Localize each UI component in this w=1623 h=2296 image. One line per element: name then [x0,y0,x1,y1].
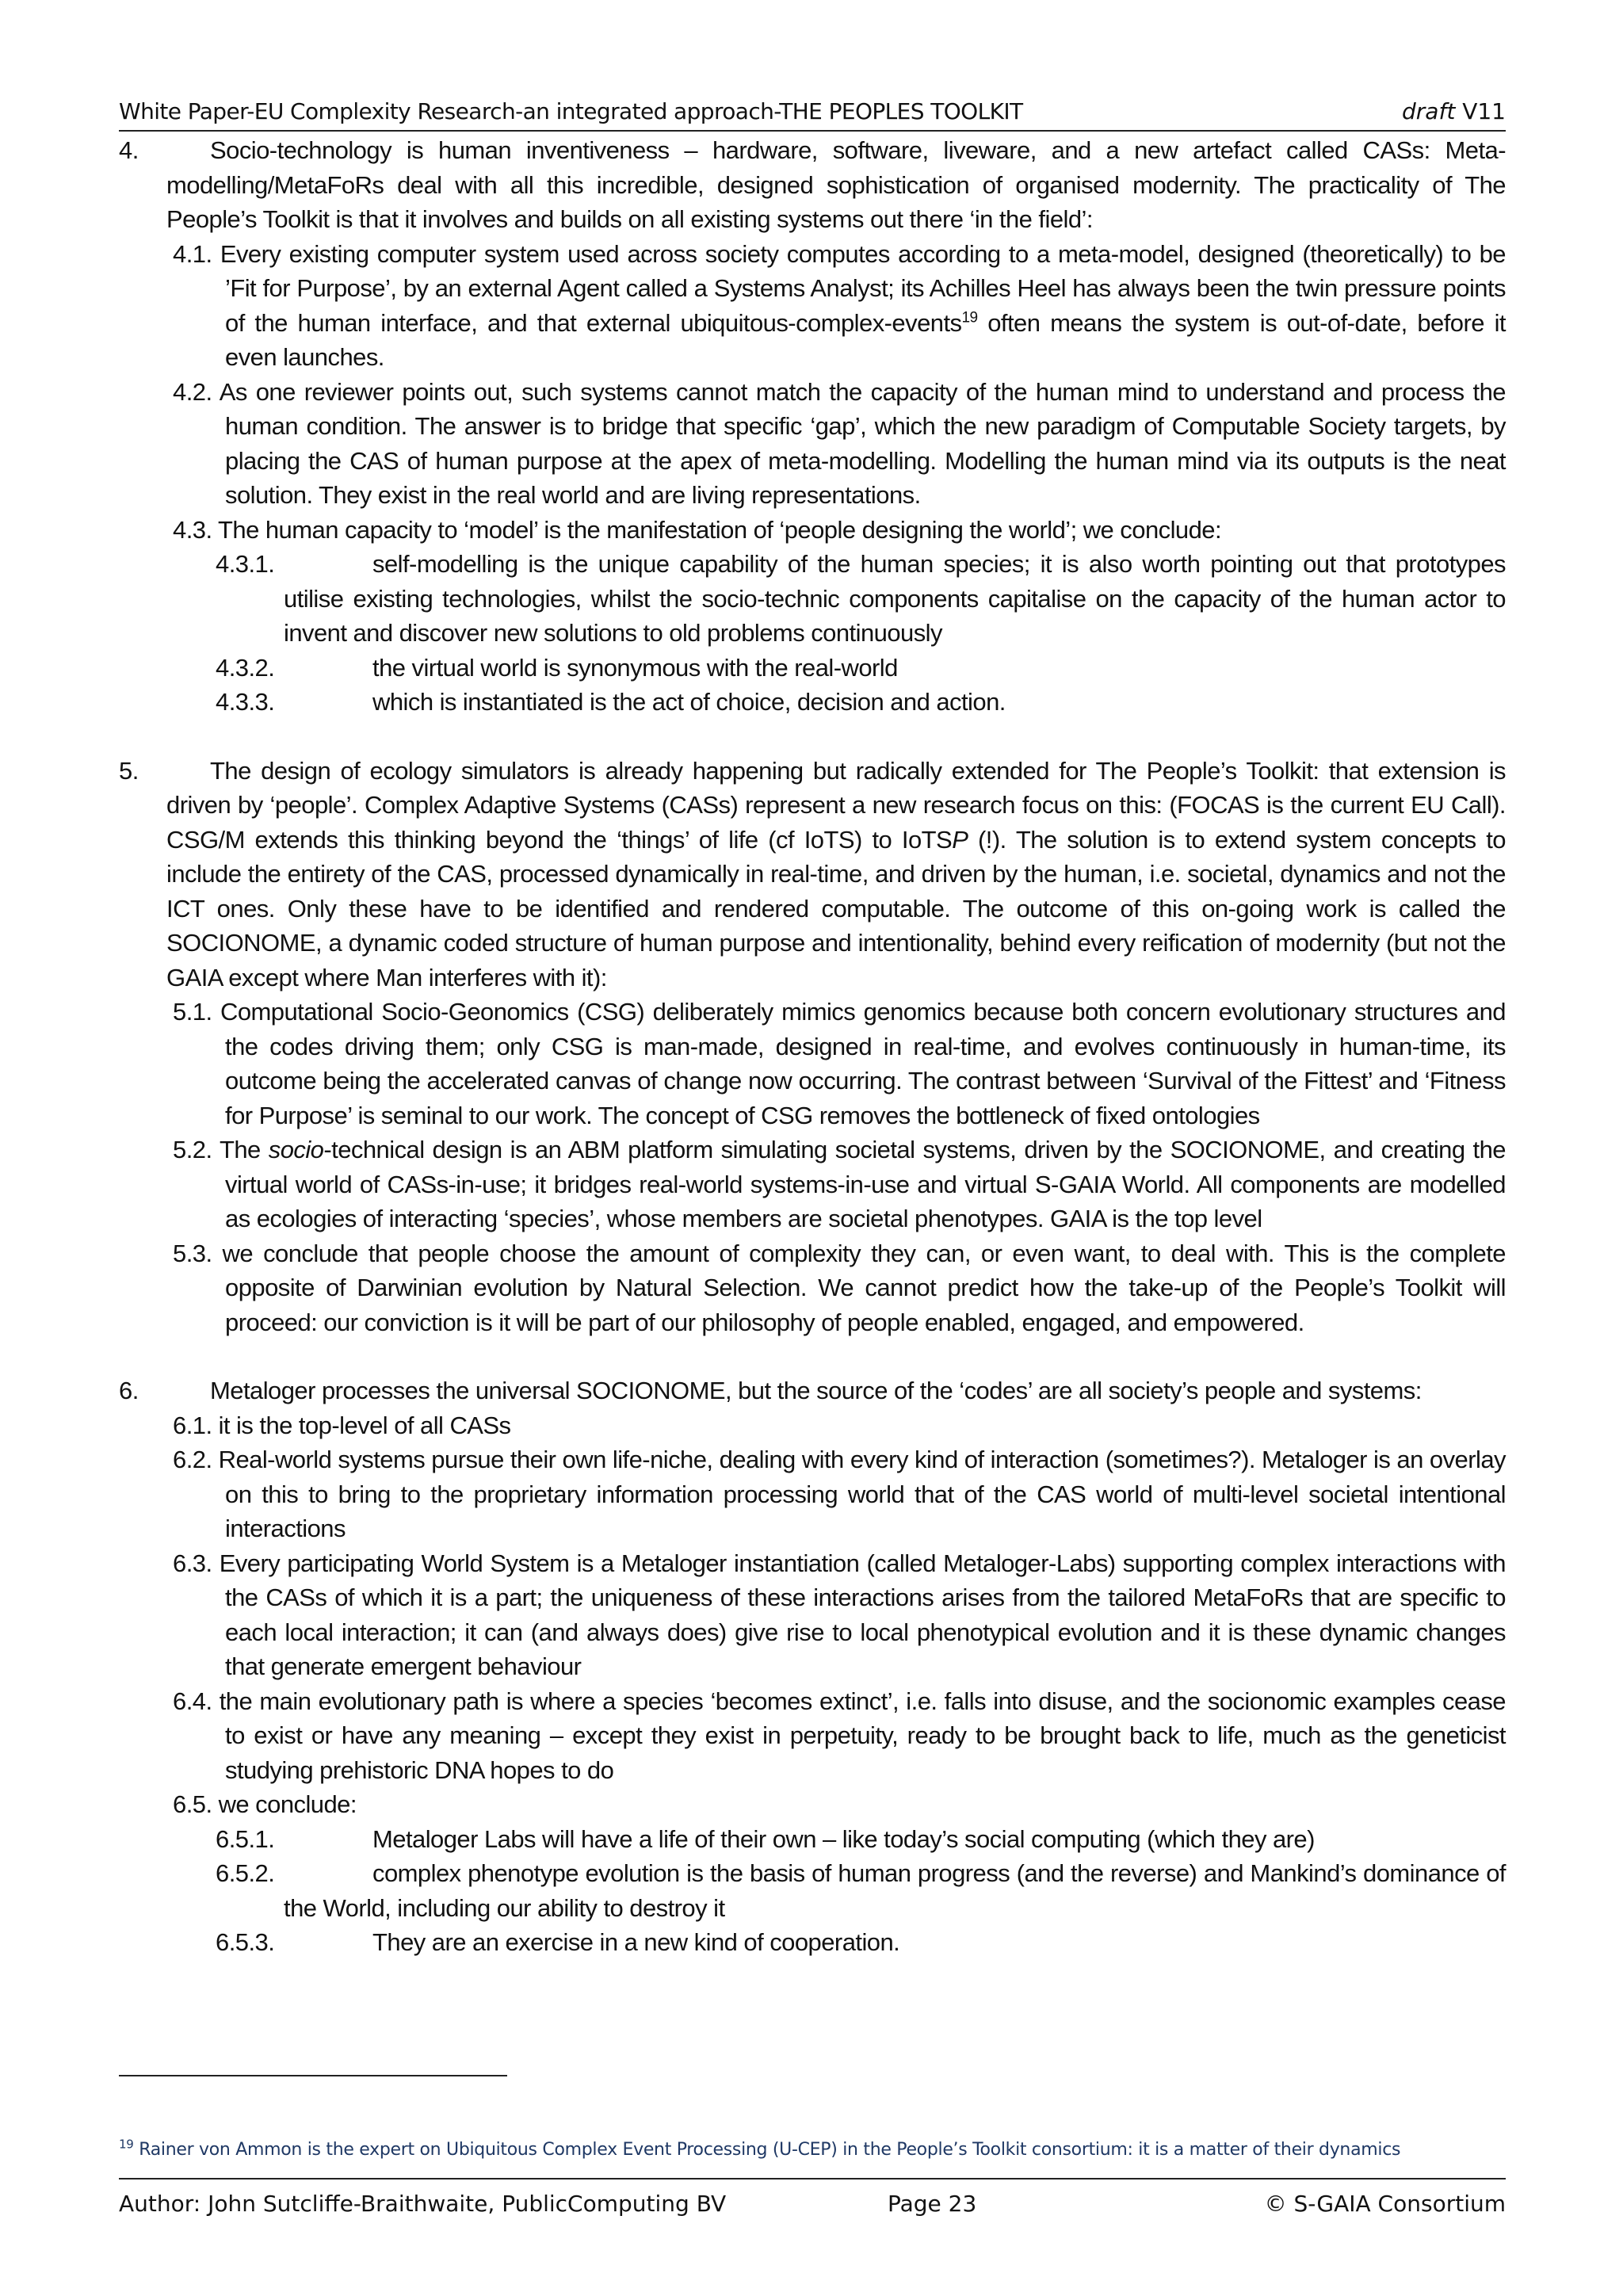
item-6-4 [119,1684,1506,1788]
item-number: 4.3.1. [216,550,275,578]
section-number: 4. [119,136,139,164]
item-text: The human capacity to ‘model’ is the manifestation of ‘people designing the world’; we conclude: [218,515,1222,544]
section-text: Socio-technology is human inventiveness – hardware, software, liveware, and a new artefact called CASs: Meta-modelling/MetaFoRs deal with all this incredible, designed sophistication of organised modernity. The practicality of The People’s Toolkit is that it involves and builds on all existing systems out there ‘in the field’: [166,136,1506,233]
item-6-2 [119,1442,1506,1546]
footnote-separator [119,2075,507,2076]
footnote [119,2137,1506,2160]
item-4-2 [119,375,1506,513]
item-text: self-modelling is the unique capability of the human species; it is also worth pointing out that prototypes utilise existing technologies, whilst the socio-technic components capitalise on the capacity of the human actor to invent and discover new solutions to old problems continuously [284,550,1506,647]
item-text: As one reviewer points out, such systems cannot match the capacity of the human mind to understand and process the human condition. The answer is to bridge that specific ‘gap’, which the new paradigm of Computable Society targets, by placing the CAS of human purpose at the apex of meta-modelling. Modelling the human mind via its outputs is the neat solution. They exist in the real world and are living representations. [219,377,1506,509]
item-text: the virtual world is synonymous with the real-world [372,653,898,682]
section-text: Metaloger processes the universal SOCIONOME, but the source of the ‘codes’ are all society’s people and systems: [210,1377,1422,1404]
item-text: Every existing computer system used across society computes according to a meta-model, designed (theoretically) to be ’Fit for Purpose’, by an external Agent called a Systems Analyst; its Achilles Heel has always been the twin pressure points of the human interface, and that external ubiquitous-complex-events [220,239,1506,337]
item-text-cont: -technical design is an ABM platform simulating societal systems, driven by the SOCIONOME, and creating the virtual world of CASs-in-use; it bridges real-world systems-in-use and virtual S-GAIA World. All components are modelled as ecologies of interacting ‘species’, whose members are societal phenotypes. GAIA is the top level [225,1136,1506,1232]
item-text: complex phenotype evolution is the basis of human progress (and the reverse) and Mankind’s dominance of the World, including our ability to destroy it [284,1859,1506,1922]
header-draft-version [1402,98,1506,124]
section-4 [119,133,1506,237]
section-5 [119,754,1506,995]
section-text-cont: (!). The solution is to extend system concepts to include the entirety of the CAS, processed dynamically in real-time, and driven by the human, i.e. societal, dynamics and not the ICT ones. Only these have to be identified and rendered computable. The outcome of this on-going work is called the SOCIONOME, a dynamic coded structure of human purpose and intentionality, behind every reification of modernity (but not the GAIA except where Man interferes with it): [166,825,1506,991]
item-number: 6.5.1. [216,1824,275,1853]
item-number: 6.5.2. [216,1859,275,1887]
item-4-3-1 [119,547,1506,651]
item-6-1 [119,1408,1506,1443]
section-number: 6. [119,1377,139,1404]
item-text: Real-world systems pursue their own life-niche, dealing with every kind of interaction (sometimes?). Metaloger is an overlay on this to bring to the proprietary information processing world that of the CAS world of multi-level societal intentional interactions [218,1446,1506,1542]
item-text-cont: often means the system is out-of-date, before it even launches. [225,308,1506,371]
item-number: 6.2. [173,1446,212,1473]
item-6-5 [119,1787,1506,1822]
item-text: Computational Socio-Geonomics (CSG) deliberately mimics genomics because both concern evolutionary structures and the codes driving them; only CSG is man-made, designed in real-time, and evolves continuously in human-time, its outcome being the accelerated canvas of change now occurring. The contrast between ‘Survival of the Fittest’ and ‘Fitness for Purpose’ is seminal to our work. The concept of CSG removes the bottleneck of fixed ontologies [220,998,1506,1129]
page-footer [119,2178,1506,2219]
item-text: which is instantiated is the act of choice, decision and action. [372,688,1006,716]
item-number: 6.5.3. [216,1928,275,1956]
item-text: we conclude that people choose the amount of complexity they can, or even want, to deal with. This is the complete opposite of Darwinian evolution by Natural Selection. We cannot predict how the take-up of the People’s Toolkit will proceed: our conviction is it will be part of our philosophy of people enabled, engaged, and empowered. [222,1239,1506,1336]
item-text: the main evolutionary path is where a species ‘becomes extinct’, i.e. falls into disuse, and the socionomic examples cease to exist or have any meaning – except they exist in perpetuity, ready to be brought back to life, much as the geneticist studying prehistoric DNA hopes to do [219,1687,1506,1784]
item-number: 6.1. [173,1411,212,1439]
footer-copyright: © S-GAIA Consortium [1264,2191,1506,2217]
item-text: we conclude: [218,1790,357,1818]
item-text: Metaloger Labs will have a life of their own – like today’s social computing (which they are) [372,1824,1315,1853]
item-4-3 [119,513,1506,548]
footer-author: Author: John Sutcliffe-Braithwaite, PublicComputing BV [119,2191,727,2217]
item-text: The [219,1136,269,1163]
item-6-5-1 [119,1822,1506,1857]
item-text: it is the top-level of all CASs [218,1411,511,1439]
item-number: 4.3.3. [216,688,275,716]
section-6 [119,1373,1506,1408]
header-version: V11 [1462,98,1506,124]
header-draft-word: draft [1402,98,1456,124]
header-title: White Paper-EU Complexity Research-an integrated approach-THE PEOPLES TOOLKIT [119,98,1023,124]
item-4-3-2 [119,651,1506,686]
item-6-3 [119,1546,1506,1684]
item-text: They are an exercise in a new kind of cooperation. [372,1928,900,1956]
footer-page-number: Page 23 [888,2191,977,2217]
item-number: 6.4. [173,1687,212,1715]
section-text: The design of ecology simulators is already happening but radically extended for The People’s Toolkit: that extension is driven by ‘people’. Complex Adaptive Systems (CASs) represent a new research focus on this: (FOCAS is the current EU Call). CSG/M extends this thinking beyond the ‘things’ of life (cf IoTS) to IoTS [166,756,1506,854]
item-number: 5.1. [173,998,212,1026]
item-number: 4.2. [173,377,212,406]
italic-socio: socio [268,1136,324,1163]
footnote-ref[interactable]: 19 [961,309,978,327]
item-number: 5.3. [173,1239,212,1267]
item-number: 6.5. [173,1790,212,1818]
item-number: 4.3.2. [216,653,275,682]
item-5-3 [119,1236,1506,1340]
item-5-1 [119,995,1506,1133]
page-body [119,133,1506,1960]
item-text: Every participating World System is a Metaloger instantiation (called Metaloger-Labs) supporting complex interactions with the CASs of which it is a part; the uniqueness of these interactions arises from the tailored MetaFoRs that are specific to each local interaction; it can (and always does) give rise to local phenotypical evolution and it is these dynamic changes that generate emergent behaviour [219,1549,1506,1680]
item-number: 4.1. [173,239,212,268]
section-number: 5. [119,756,139,785]
item-4-3-3 [119,685,1506,720]
item-number: 6.3. [173,1549,212,1577]
italic-p: P [952,825,968,854]
item-6-5-3 [119,1925,1506,1960]
footnote-text: Rainer von Ammon is the expert on Ubiquitous Complex Event Processing (U-CEP) in the People’s Toolkit consortium: it is a matter of their dynamics [133,2140,1401,2160]
item-number: 5.2. [173,1136,212,1163]
page-header [119,98,1506,132]
item-5-2 [119,1133,1506,1236]
footnote-mark: 19 [119,2137,134,2152]
item-number: 4.3. [173,515,212,544]
item-6-5-2 [119,1856,1506,1925]
item-4-1 [119,237,1506,375]
